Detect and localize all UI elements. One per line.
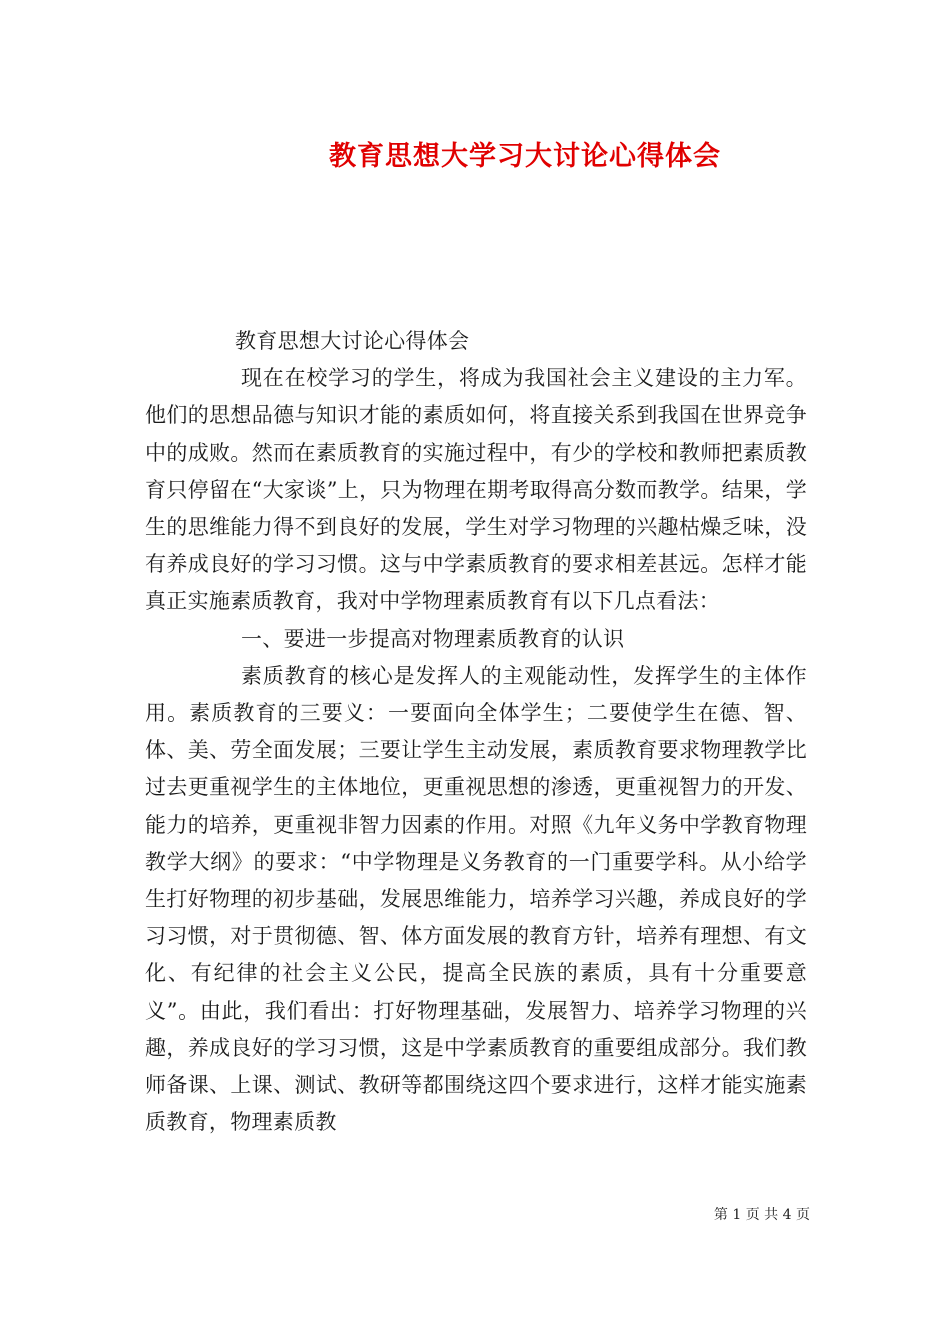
page-number-footer: 第 1 页 共 4 页 — [713, 1207, 810, 1223]
document-body — [145, 323, 807, 1141]
paragraph-intro: 现在在校学习的学生，将成为我国社会主义建设的主力军。他们的思想品德与知识才能的素质如何，将直接关系到我国在世界竞争中的成败。然而在素质教育的实施过程中，有少的学校和教师把素质教育只停留在“大家谈”上，只为物理在期考取得高分数而教学。结果，学生的思维能力得不到良好的发展，学生对学习物理的兴趣枯燥乏味，没有养成良好的学习习惯。这与中学素质教育的要求相差甚远。怎样才能真正实施素质教育，我对中学物理素质教育有以下几点看法： — [145, 366, 807, 614]
document-title: 教育思想大学习大讨论心得体会 — [329, 141, 721, 172]
document-subtitle: 教育思想大讨论心得体会 — [235, 329, 470, 353]
section-heading-1: 一、要进一步提高对物理素质教育的认识 — [241, 626, 625, 651]
paragraph-section-1: 素质教育的核心是发挥人的主观能动性，发挥学生的主体作用。素质教育的三要义：一要面向全体学生；二要使学生在德、智、体、美、劳全面发展；三要让学生主动发展，素质教育要求物理教学比过去更重视学生的主体地位，更重视思想的渗透，更重视智力的开发、能力的培养，更重视非智力因素的作用。对照《九年义务中学教育物理教学大纲》的要求：“中学物理是义务教育的一门重要学科。从小给学生打好物理的初步基础，发展思维能力，培养学习兴趣，养成良好的学习习惯，对于贯彻德、智、体方面发展的教育方针，培养有理想、有文化、有纪律的社会主义公民，提高全民族的素质，具有十分重要意义”。由此，我们看出：打好物理基础，发展智力、培养学习物理的兴趣，养成良好的学习习惯，这是中学素质教育的重要组成部分。我们教师备课、上课、测试、教研等都围绕这四个要求进行，这样才能实施素质教育，物理素质教 — [145, 663, 807, 1135]
